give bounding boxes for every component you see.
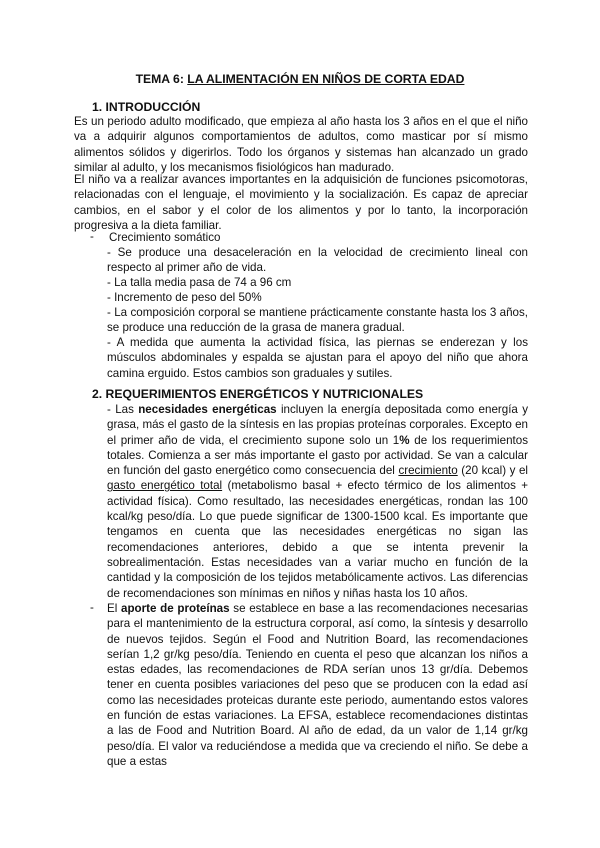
energy-paragraph bbox=[107, 402, 528, 601]
growth-item: - La composición corporal se mantiene prácticamente constante hasta los 3 años, se produce una reducción de la grasa de manera gradual. bbox=[107, 306, 528, 335]
intro-paragraph-1: Es un periodo adulto modificado, que empieza al año hasta los 3 años en el que el niño va a adquirir algunos comportamientos de adultos, como masticar por sí mismo alimentos sólidos y digerirlos. Todo los órganos y sistemas han alcanzado un grado similar al adulto, y los mecanismos fisiológicos han madurado. bbox=[74, 115, 528, 174]
growth-item: - La talla media pasa de 74 a 96 cm bbox=[107, 276, 292, 289]
energy-growth-term: crecimiento bbox=[398, 464, 458, 478]
section-1-heading: 1. INTRODUCCIÓN bbox=[92, 100, 201, 114]
page-title bbox=[0, 72, 600, 86]
protein-text: se establece en base a las recomendaciones necesarias para el mantenimiento de la estructura corporal, así como, la síntesis y desarrollo de nuevos tejidos. Según el Food and Nutrition Board, las recomendaciones serían 1,2 gr/kg peso/día. Teniendo en cuenta el peso que alcanzan los niños a estas edades, las recomendaciones de RDA serían unos 13 gr/día. Debemos tener en cuenta posibles variaciones del peso que se producen con la edad así como las necesidades proteicas durante este periodo, aumentando estos valores en función de estas variaciones. La EFSA, establece recomendaciones distintas a las de Food and Nutrition Board. Al año de edad, da un valor de 1,14 gr/kg peso/día. El valor va reduciéndose a medida que va creciendo el niño. Se debe a que a estas bbox=[107, 602, 528, 768]
title-main: LA ALIMENTACIÓN EN NIÑOS DE CORTA EDAD bbox=[187, 72, 465, 86]
energy-lead: - Las bbox=[107, 403, 139, 416]
energy-text-2: de los requerimientos totales. Comienza a ser más importante el gasto por actividad. Se van a calcular en función del gasto energético como consecuencia del bbox=[107, 433, 528, 478]
growth-item: - Se produce una desaceleración en la velocidad de crecimiento lineal con respecto al primer año de vida. bbox=[107, 246, 528, 275]
section-2-heading: 2. REQUERIMIENTOS ENERGÉTICOS Y NUTRICIONALES bbox=[92, 387, 424, 401]
intro-paragraph-2: El niño va a realizar avances importantes en la adquisición de funciones psicomotoras, relacionadas con el lenguaje, el movimiento y la socialización. Es capaz de apreciar cambios, en el sabor y el color de los alimentos y por lo tanto, la incorporación progresiva a la dieta familiar. bbox=[74, 173, 528, 232]
growth-title: Crecimiento somático bbox=[109, 231, 221, 244]
energy-bold-term: necesidades energéticas bbox=[138, 403, 277, 416]
title-prefix: TEMA 6: bbox=[135, 72, 188, 86]
growth-item: - A medida que aumenta la actividad física, las piernas se enderezan y los músculos abdominales y espalda se ajustan para el apoyo del niño que ahora camina erguido. Estos cambios son graduales y sutiles. bbox=[107, 336, 528, 380]
bullet-marker: - bbox=[90, 601, 94, 614]
bullet-marker: - bbox=[90, 230, 94, 243]
energy-total-term: gasto energético total bbox=[107, 479, 223, 493]
energy-percent: % bbox=[399, 433, 410, 447]
protein-lead: El bbox=[107, 602, 122, 615]
energy-text-3: (20 kcal) y el bbox=[457, 464, 528, 478]
protein-paragraph bbox=[107, 601, 528, 769]
protein-bold-term: aporte de proteínas bbox=[121, 602, 230, 615]
energy-text-4: (metabolismo basal + efecto térmico de los alimentos + actividad física). Como resultado, las necesidades energéticas, rondan las 100 kcal/kg peso/día. Lo que puede significar de 1300-1500 kcal. Es importante que tengamos en cuenta que las necesidades energéticas no sigan las recomendaciones anteriores, debido a que se intenta prevenir la sobrealimentación. Estas necesidades van a variar mucho en función de la cantidad y la composición de los tejidos metabólicamente activos. Las diferencias de recomendaciones son mínimas en niños y niñas hasta los 10 años. bbox=[107, 479, 528, 600]
energy-text-1: incluyen la energía depositada como energía y grasa, más el gasto de la síntesis en las propias proteínas corporales. Excepto en el primer año de vida, el crecimiento supone solo un 1 bbox=[107, 403, 528, 447]
growth-item: - Incremento de peso del 50% bbox=[107, 291, 262, 304]
